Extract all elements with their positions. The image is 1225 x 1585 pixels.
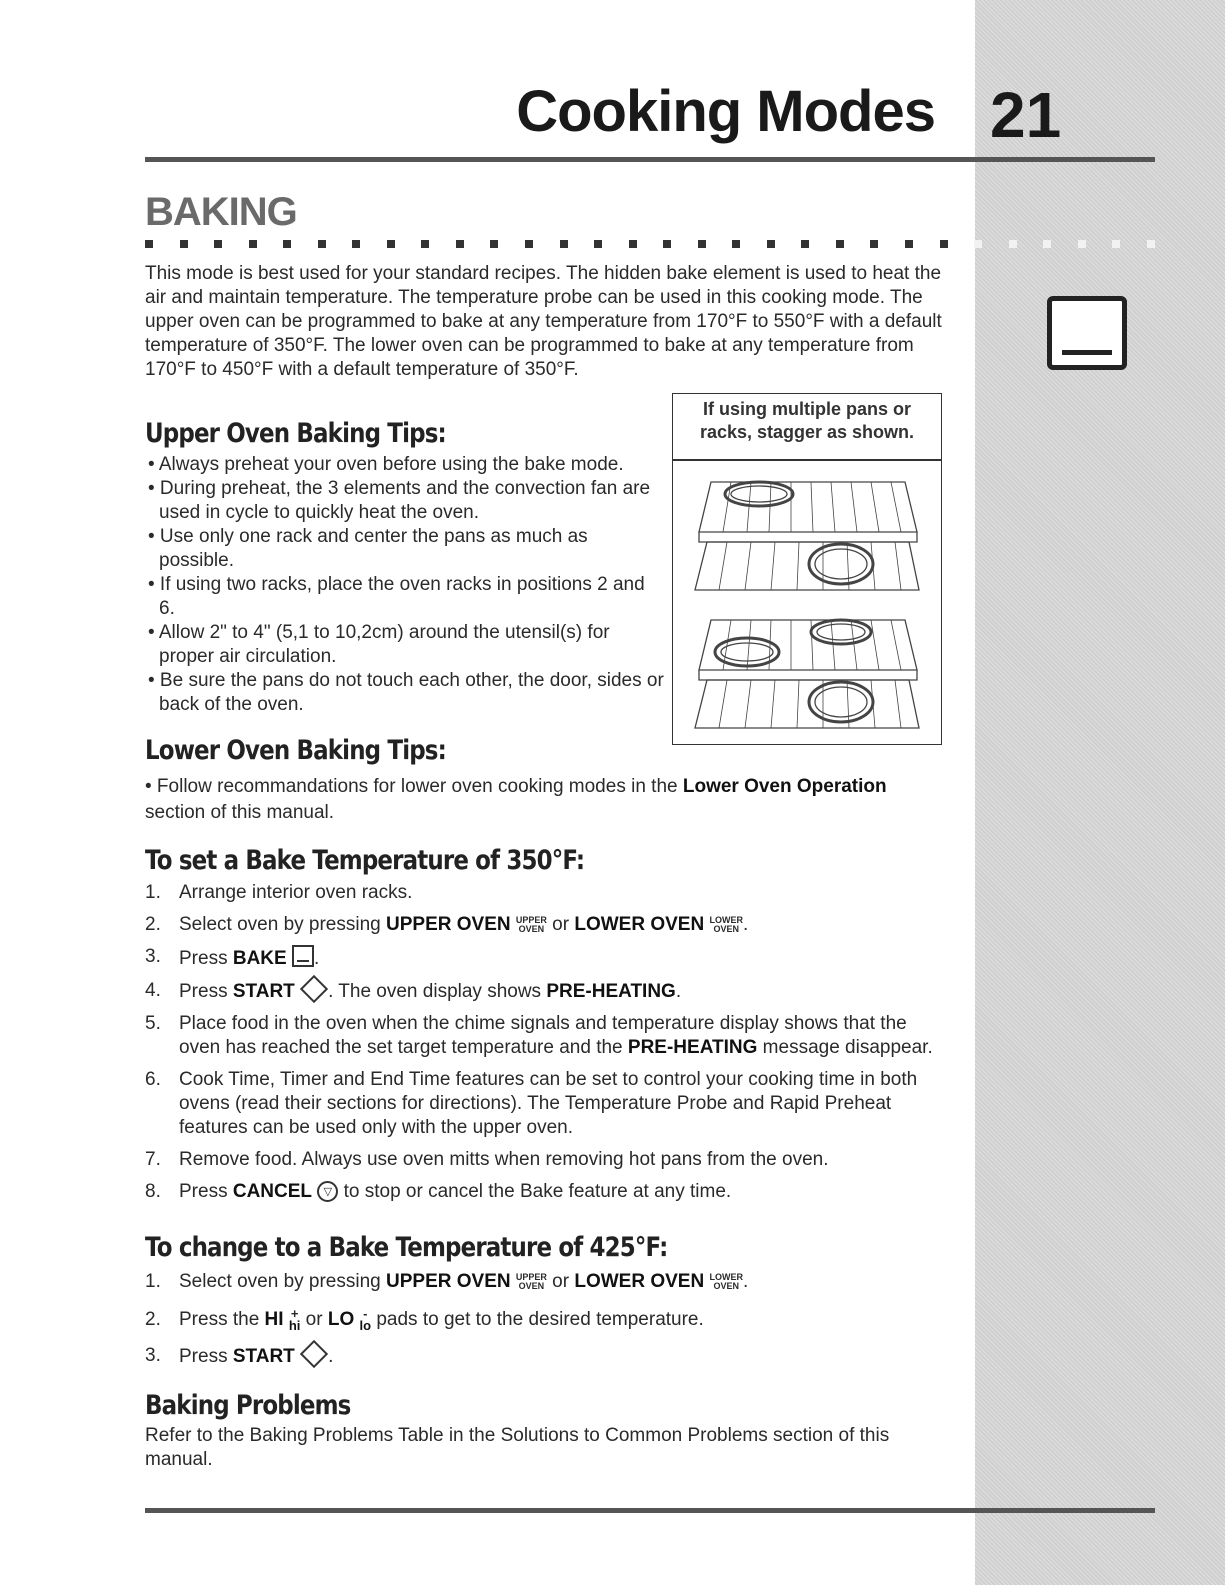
bake-pad-icon xyxy=(292,945,314,967)
top-divider xyxy=(145,157,1155,162)
section-title: BAKING xyxy=(145,190,297,234)
tip-item: • Be sure the pans do not touch each other, the door, sides or back of the oven. xyxy=(148,670,664,715)
bake-icon xyxy=(1047,296,1127,370)
page-number: 21 xyxy=(990,79,1062,151)
upper-tips-heading: Upper Oven Baking Tips: xyxy=(145,418,446,449)
bottom-divider xyxy=(145,1508,1155,1513)
baking-problems-heading: Baking Problems xyxy=(145,1390,351,1421)
rack-figure xyxy=(672,393,942,745)
start-icon xyxy=(300,1340,328,1368)
step-item: 2. Select oven by pressing UPPER OVEN UPPER OVEN or LOWER OVEN LOWER OVEN . xyxy=(145,914,749,935)
tip-item: • Allow 2" to 4" (5,1 to 10,2cm) around the utensil(s) for proper air circulation. xyxy=(148,622,610,667)
change-bake-steps xyxy=(145,1270,945,1377)
intro-paragraph: This mode is best used for your standard recipes. The hidden bake element is used to heat the air and maintain temperature. The temperature probe can be used in this cooking mode. The upper oven can be programmed to bake at any temperature from 170°F to 550°F with a default temperature of 350°F. The lower oven can be programmed to bake at any temperature from 170°F to 450°F with a default temperature of 350°F. xyxy=(145,263,942,380)
tip-item: • Always preheat your oven before using the bake mode. xyxy=(148,454,624,475)
step-item: 8. Press CANCEL ▽ to stop or cancel the Bake feature at any time. xyxy=(145,1181,732,1202)
tip-item: • If using two racks, place the oven racks in positions 2 and 6. xyxy=(148,574,645,619)
dotted-divider xyxy=(145,240,1155,250)
step-item: 5. Place food in the oven when the chime signals and temperature display shows that the oven has reached the set target temperature and the PRE-HEATING message disappear. xyxy=(145,1013,933,1058)
oven-racks-illustration xyxy=(691,472,925,734)
baking-problems-text: Refer to the Baking Problems Table in the Solutions to Common Problems section of this manual. xyxy=(145,1425,890,1470)
step-item: 4. Press START . The oven display shows PRE-HEATING. xyxy=(145,979,945,1004)
step-item: 3. Press BAKE . xyxy=(145,946,320,969)
step-item: 7. Remove food. Always use oven mitts when removing hot pans from the oven. xyxy=(145,1149,829,1170)
step-item: 6. Cook Time, Timer and End Time features can be set to control your cooking time in both ovens (read their sections for directions). The Temperature Probe and Rapid Preheat features can be used only with the upper oven. xyxy=(145,1069,918,1138)
tip-item: • Use only one rack and center the pans as much as possible. xyxy=(148,526,588,571)
change-bake-heading: To change to a Bake Temperature of 425°F: xyxy=(145,1232,668,1263)
tip-item: • During preheat, the 3 elements and the convection fan are used in cycle to quickly heat the oven. xyxy=(148,478,651,523)
side-tab-strip xyxy=(975,0,1225,1585)
upper-tips-list xyxy=(145,453,665,717)
cancel-icon: ▽ xyxy=(317,1181,338,1202)
figure-caption: If using multiple pans or racks, stagger as shown. xyxy=(699,399,915,442)
step-item: 1. Arrange interior oven racks. xyxy=(145,882,413,903)
page-title: Cooking Modes xyxy=(516,79,935,144)
start-icon xyxy=(300,975,328,1003)
step-item: 1. Select oven by pressing UPPER OVEN UPPER OVEN or LOWER OVEN LOWER OVEN . xyxy=(145,1271,749,1292)
lower-tips-heading: Lower Oven Baking Tips: xyxy=(145,735,446,766)
lower-tips-text: • Follow recommandations for lower oven cooking modes in the Lower Oven Operation section of this manual. xyxy=(145,776,887,823)
step-item: 2. Press the HI + hi or LO - lo pads to get to the desired temperature. xyxy=(145,1306,704,1333)
set-bake-heading: To set a Bake Temperature of 350°F: xyxy=(145,845,585,876)
set-bake-steps xyxy=(145,881,945,1212)
step-item: 3. Press START . xyxy=(145,1344,945,1369)
